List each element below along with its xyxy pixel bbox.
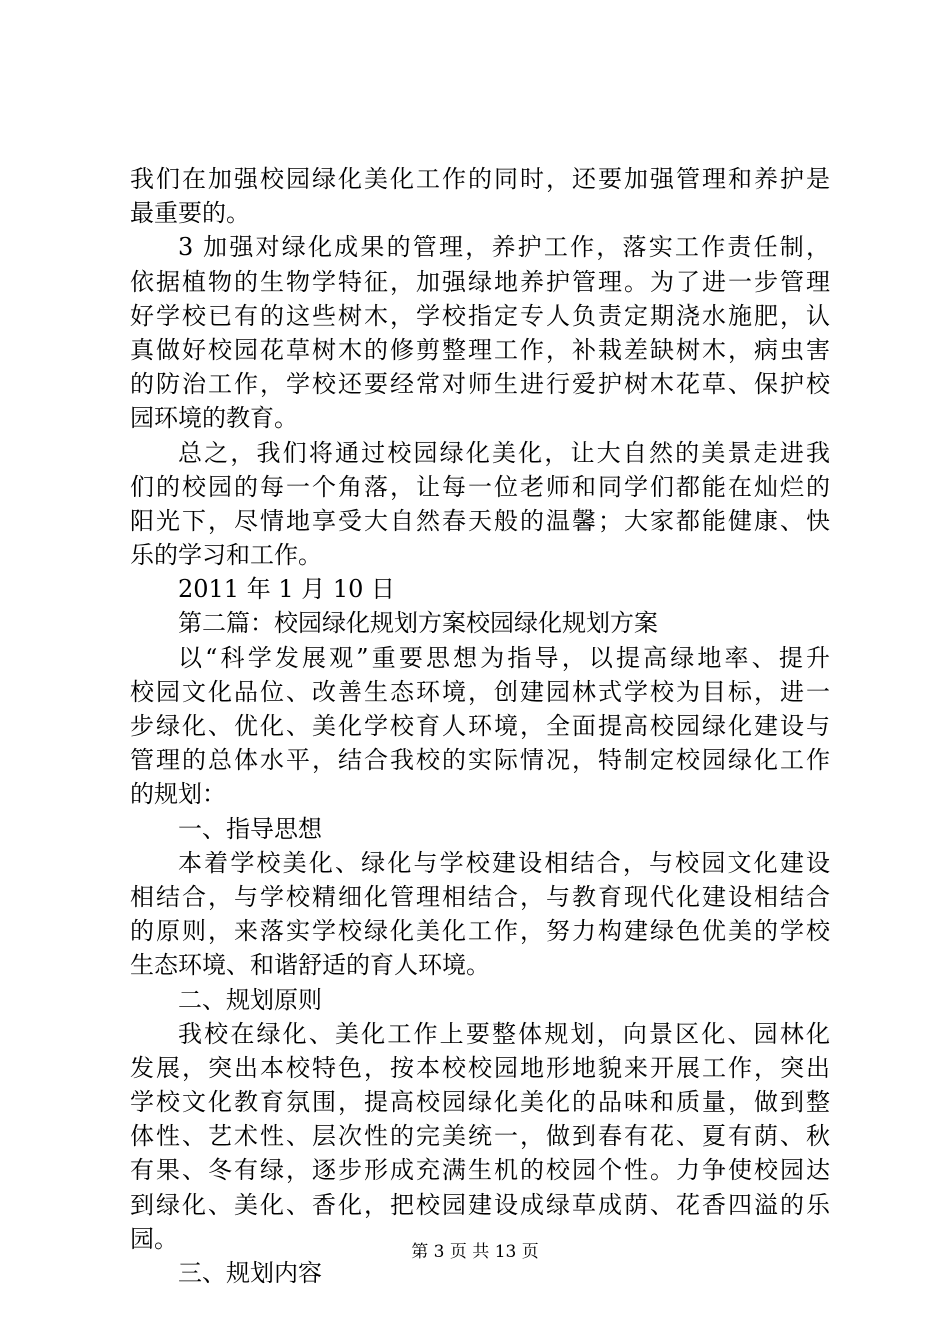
text-line: 以“科学发展观”重要思想为指导，以提高绿地率、提升	[178, 643, 830, 672]
text-line: 我校在绿化、美化工作上要整体规划，向景区化、园林化	[178, 1019, 830, 1048]
text-line: 步绿化、优化、美化学校育人环境，全面提高校园绿化建设与	[130, 712, 830, 740]
text-line: 管理的总体水平，结合我校的实际情况，特制定校园绿化工作	[130, 746, 830, 775]
text-line: 发展，突出本校特色，按本校校园地形地貌来开展工作，突出	[130, 1053, 830, 1082]
text-line: 本着学校美化、绿化与学校建设相结合，与校园文化建设	[178, 848, 830, 877]
text-line: 三、规划内容	[178, 1259, 322, 1287]
text-line: 3 加强对绿化成果的管理，养护工作，落实工作责任制，	[178, 233, 830, 262]
text-line: 体性、艺术性、层次性的完美统一，做到春有花、夏有荫、秋	[130, 1122, 830, 1151]
document-body	[130, 162, 830, 1290]
text-line: 有果、冬有绿，逐步形成充满生机的校园个性。力争使校园达	[130, 1156, 830, 1185]
text-line: 好学校已有的这些树木，学校指定专人负责定期浇水施肥，认	[130, 301, 830, 330]
text-line: 二、规划原则	[178, 985, 322, 1014]
text-line: 依据植物的生物学特征，加强绿地养护管理。为了进一步管理	[130, 267, 830, 296]
text-line: 第二篇：校园绿化规划方案校园绿化规划方案	[178, 609, 658, 638]
text-line: 乐的学习和工作。	[130, 541, 322, 570]
page-footer: 第 3 页 共 13 页	[411, 1242, 539, 1262]
text-line: 真做好校园花草树木的修剪整理工作，补栽差缺树木，病虫害	[130, 335, 830, 364]
text-line: 园环境的教育。	[130, 404, 298, 433]
text-line: 园。	[130, 1224, 178, 1253]
text-line: 的规划：	[130, 780, 226, 809]
text-line: 2011 年 1 月 10 日	[178, 575, 396, 604]
text-line: 学校文化教育氛围，提高校园绿化美化的品味和质量，做到整	[130, 1088, 830, 1117]
text-line: 校园文化品位、改善生态环境，创建园林式学校为目标，进一	[130, 677, 830, 706]
text-line: 总之，我们将通过校园绿化美化，让大自然的美景走进我	[178, 438, 830, 467]
text-line: 的原则，来落实学校绿化美化工作，努力构建绿色优美的学校	[130, 917, 830, 946]
text-line: 生态环境、和谐舒适的育人环境。	[130, 951, 490, 980]
text-line: 阳光下，尽情地享受大自然春天般的温馨；大家都能健康、快	[130, 506, 830, 535]
text-line: 到绿化、美化、香化，把校园建设成绿草成荫、花香四溢的乐	[130, 1190, 830, 1219]
text-line: 最重要的。	[130, 199, 250, 228]
text-line: 的防治工作，学校还要经常对师生进行爱护树木花草、保护校	[130, 370, 830, 399]
text-line: 们的校园的每一个角落，让每一位老师和同学们都能在灿烂的	[130, 472, 830, 501]
text-line: 相结合，与学校精细化管理相结合，与教育现代化建设相结合	[130, 882, 830, 911]
text-line: 我们在加强校园绿化美化工作的同时，还要加强管理和养护是	[130, 165, 830, 193]
text-line: 一、指导思想	[178, 814, 322, 843]
